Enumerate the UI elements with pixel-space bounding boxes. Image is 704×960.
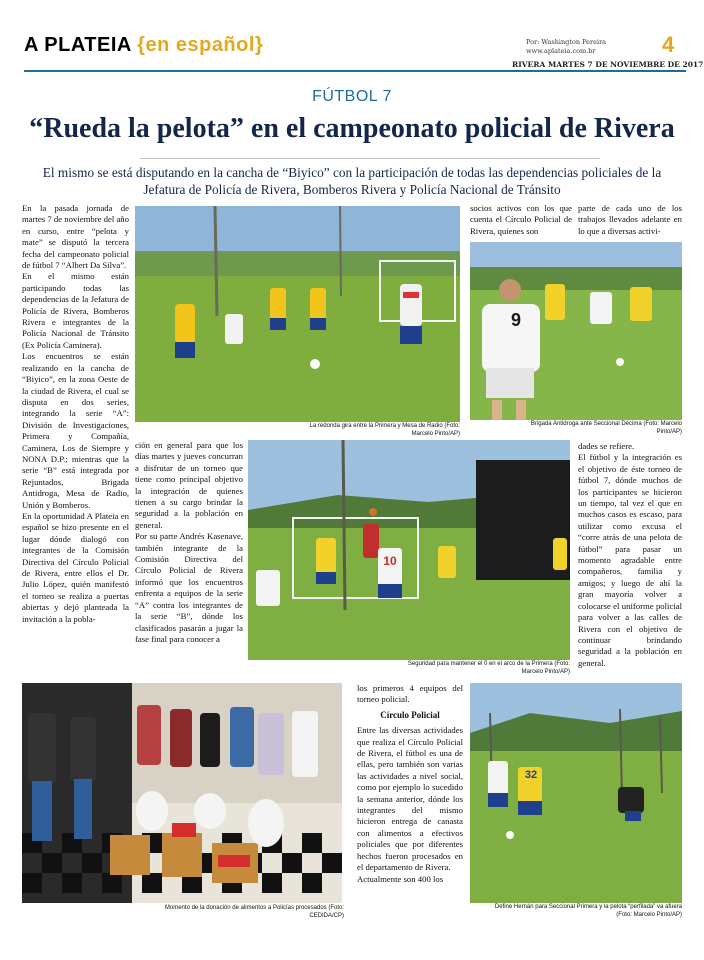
subheadline: El mismo se está disputando en la cancha de “Biyico” con la participación de todas las dependencias policiales de la Jefatura de Policía de Rivera, Bomberos Rivera y Policía Nacional de Tránsito <box>42 165 662 197</box>
masthead-meta <box>526 38 606 56</box>
paragraph: En el mismo están participando todas las dependencias de la Jefatura de Policía de Rivera, Bomberos Rivera e integrantes de la Policía Nacional de Tránsito (Ex Policía Caminera). <box>22 271 129 350</box>
shirt-number: 10 <box>383 554 397 568</box>
article-column-3-top <box>470 203 572 237</box>
paragraph: Entre las diversas actividades que realiza el Círculo Policial de Rivera, el fútbol es una de ellas, pero también son varias las actividades a nivel social, como por ejemplo lo sucedido la semana anterior, dónde los integrantes del mismo hicieron entrega de canasta con alimentos a efectivos policiales que por diferentes hechos fueron procesados en el departamento de Rivera. <box>357 725 463 873</box>
caption-photo-1: La redonda gira entre la Primera y Mesa de Radio (Foto: Marcelo Pinto/AP) <box>309 423 460 437</box>
caption-photo-4: Momento de la donación de alimentos a Policías procesados (Foto: CEDIDA/CP) <box>164 905 344 919</box>
article-column-2 <box>135 440 243 680</box>
article-column-1 <box>22 203 129 679</box>
masthead-logo <box>24 34 263 57</box>
headline: “Rueda la pelota” en el campeonato policial de Rivera <box>29 113 675 144</box>
photo-goalkeeper-primera <box>248 440 570 660</box>
paragraph: El fútbol y la integración es el objetivo de éste torneo de fútbol 7, dónde muchos de los participantes se hicieron un tiempo, tal vez el que en muchos casos es escaso, para utilizar como excusa el “corre atrás de una pelota de fútbol” para pasar un momento agradable entre compañeros, familia y amigos; y luego de ahí la gran mayoría volver a colocarse el uniforme policial para volver a las calles de Rivera con el objetivo de continuar brindando seguridad a la población en general. <box>578 452 682 668</box>
shirt-number: 32 <box>524 769 538 781</box>
article-column-3-bottom <box>357 683 463 923</box>
paragraph: En la oportunidad A Plateia en español se hizo presente en el lugar dónde dialogó con integrantes de la Comisión Directiva del Círculo Policial de Rivera, entre ellos el Dr. Julio López, quién manifestó el torneo se realiza a puertas abiertas y dejó planteada la invitación a la pobla- <box>22 510 129 624</box>
paragraph: socios activos con los que cuenta el Círculo Policial de Rivera, quienes son <box>470 203 572 236</box>
photo-food-donation <box>22 683 342 903</box>
site-url: www.aplateia.com.br <box>526 47 596 55</box>
edition-language: en español <box>145 34 255 56</box>
photo-match-primera-vs-radio <box>135 206 460 422</box>
paragraph: Por su parte Andrés Kasenave, también integrante de la Comisión Directiva del Círculo Policial de Rivera informó que los encuentros enfrenta a equipos de la serie “A” contra los integrantes de la serie “B”, dónde los clasificados pasarán a jugar la fase final para conocer a <box>135 531 243 644</box>
subhead-rule <box>140 158 600 159</box>
masthead-rule <box>24 70 686 72</box>
issue-date: RIVERA MARTES 7 DE NOVIEMBRE DE 2017 <box>512 60 704 69</box>
brand-name: A PLATEIA <box>24 34 132 56</box>
paragraph: dades se refiere. <box>578 441 635 451</box>
paragraph: parte de cada uno de los trabajos llevados adelante en lo que a diversas activi- <box>578 203 682 236</box>
article-column-4-top <box>578 203 682 237</box>
section-label: FÚTBOL 7 <box>312 88 392 105</box>
caption-photo-3: Seguridad para mantener el 0 en el arco de la Primera (Foto: Marcelo Pinto/AP) <box>407 661 570 675</box>
paragraph: ción en general para que los días martes y jueves concurran a disfrutar de un torneo que tiene como principal objetivo la integración de quienes tienen a su cargo brindar la seguridad a la población en general. <box>135 440 243 530</box>
paragraph: los primeros 4 equipos del torneo policial. <box>357 683 463 705</box>
brace-close: } <box>254 34 264 56</box>
photo-brigada-vs-decima <box>470 242 682 420</box>
brace-open: { <box>137 34 146 56</box>
article-column-4-mid <box>578 441 682 677</box>
paragraph: En la pasada jornada de martes 7 de noviembre del año en curso, entre “pelota y mate” se disputó la tercera fecha del campeonato policial de fútbol 7 “Albert Da Silva”. <box>22 203 129 271</box>
caption-photo-2: Brigada Antidroga ante Seccional Décima (Foto: Marcelo Pinto/AP) <box>530 421 682 435</box>
shirt-number: 9 <box>510 310 521 330</box>
photo-hernan-shot <box>470 683 682 903</box>
page-number: 4 <box>662 32 675 57</box>
subsection-heading: Círculo Policial <box>380 709 440 720</box>
paragraph: Los encuentros se están realizando en la cancha de “Biyico”, en la zona Oeste de la ciudad de Rivera, el cual se disputa en dos series, integrando la serie “A”: División de Investigaciones, Primera y Compañía, Caminera, Los de Siempre y NONA D.P.; mientras que la serie “B” está integrada por Rejuntados, Brigada Antidroga, Mesa de Radio, Unión y Bomberos. <box>22 351 129 510</box>
paragraph: Actualmente son 400 los <box>357 873 444 884</box>
author-credit: Por: Washington Pereira <box>526 38 607 46</box>
caption-photo-5: Define Hernán para Seccional Primera y la pelota “perfilada” va afuera (Foto: Marcelo Pinto/AP) <box>494 904 682 918</box>
